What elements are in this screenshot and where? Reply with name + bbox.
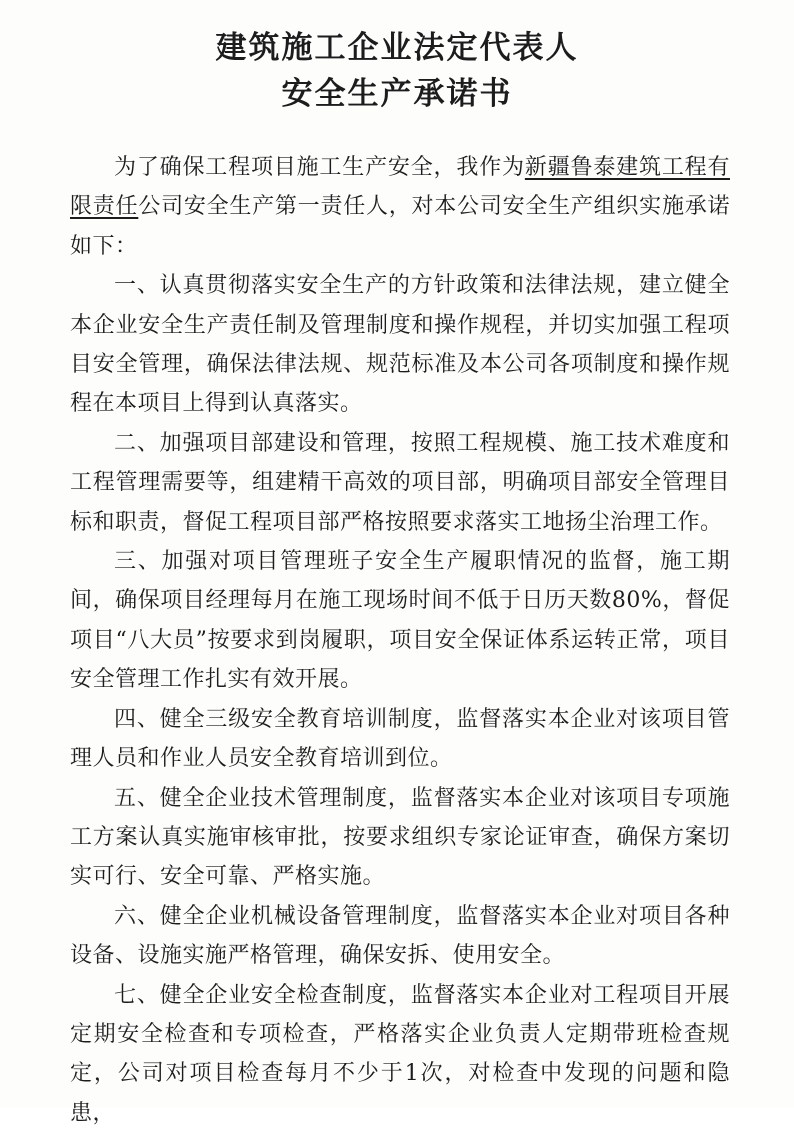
clause-6: 六、健全企业机械设备管理制度，监督落实本企业对项目各种设备、设施实施严格管理，确保安拆、使用安全。	[70, 903, 730, 969]
clause-5: 五、健全企业技术管理制度，监督落实本企业对该项目专项施工方案认真实施审核审批，按要求组织专家论证审查，确保方案切实可行、安全可靠、严格实施。	[70, 785, 730, 890]
intro-text-before: 为了确保工程项目施工生产安全，我作为	[114, 155, 525, 180]
clause-3: 三、加强对项目管理班子安全生产履职情况的监督，施工期间，确保项目经理每月在施工现场时间不低于日历天数80%，督促项目“八大员”按要求到岗履职，项目安全保证体系运转正常，项目安全管理工作扎实有效开展。	[70, 549, 730, 693]
clause-4: 四、健全三级安全教育培训制度，监督落实本企业对该项目管理人员和作业人员安全教育培训到位。	[70, 706, 730, 772]
intro-paragraph	[70, 148, 730, 266]
document-body	[70, 148, 730, 1133]
intro-text-after: 公司安全生产第一责任人，对本公司安全生产组织实施承诺如下：	[70, 194, 730, 259]
document-title-line1: 建筑施工企业法定代表人	[215, 30, 579, 66]
clause-2: 二、加强项目部建设和管理，按照工程规模、施工技术难度和工程管理需要等，组建精干高效的项目部，明确项目部安全管理目标和职责，督促工程项目部严格按照要求落实工地扬尘治理工作。	[70, 430, 730, 535]
clause-7: 七、健全企业安全检查制度，监督落实本企业对工程项目开展定期安全检查和专项检查，严格落实企业负责人定期带班检查规定，公司对项目检查每月不少于1次，对检查中发现的问题和隐患，	[70, 982, 730, 1126]
company-name: 新疆鲁泰建筑工程有限责任	[70, 155, 730, 220]
document-title-line2: 安全生产承诺书	[281, 76, 513, 112]
clause-1: 一、认真贯彻落实安全生产的方针政策和法律法规，建立健全本企业安全生产责任制及管理制度和操作规程，并切实加强工程项目安全管理，确保法律法规、规范标准及本公司各项制度和操作规程在本项目上得到认真落实。	[70, 273, 730, 417]
